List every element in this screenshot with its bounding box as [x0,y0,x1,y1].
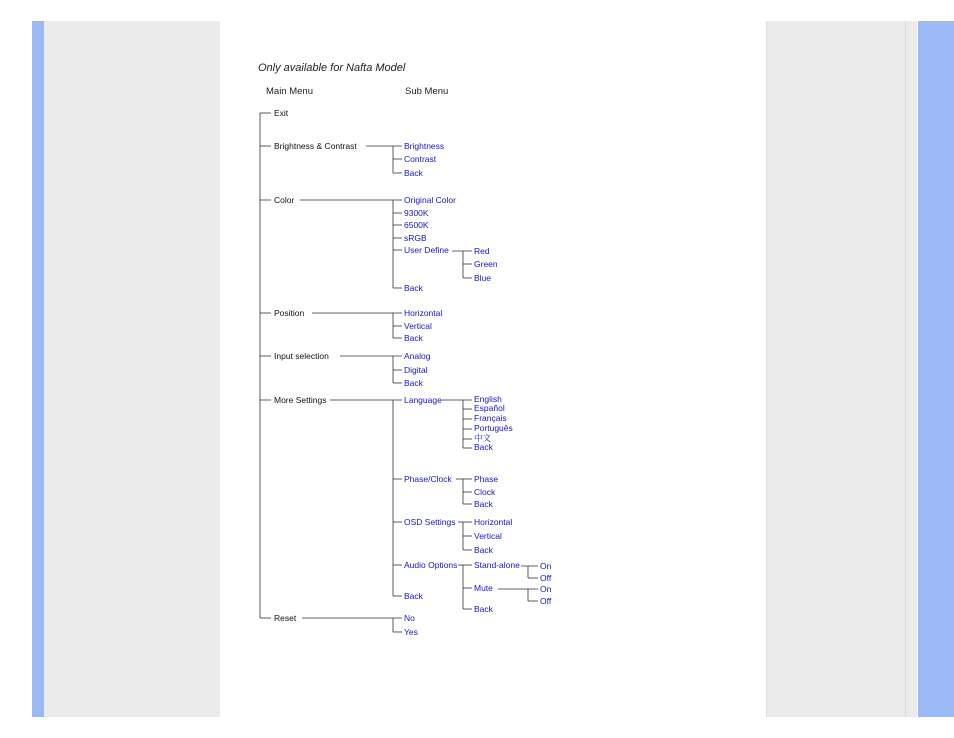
sub-item-user-define[interactable]: User Define [404,245,449,255]
sub-item-osd-horizontal[interactable]: Horizontal [474,517,513,527]
sub-item-srgb[interactable]: sRGB [404,233,427,243]
sub-item-original-color[interactable]: Original Color [404,195,456,205]
sub-item-mute[interactable]: Mute [474,583,493,593]
sub-item-phase[interactable]: Phase [474,474,499,484]
sub-item-phase-back[interactable]: Back [474,499,493,509]
availability-caption: Only available for Nafta Model [258,62,406,74]
lang-espanol[interactable]: Español [474,403,505,413]
main-item-exit[interactable]: Exit [274,108,289,118]
sub-item-color-back[interactable]: Back [404,283,423,293]
lang-francais[interactable]: Français [474,413,507,423]
main-item-more-settings[interactable]: More Settings [274,395,327,405]
sub-item-reset-no[interactable]: No [404,613,415,623]
sub-item-digital[interactable]: Digital [404,365,428,375]
sub-item-position-vertical[interactable]: Vertical [404,321,432,331]
sub-item-input-back[interactable]: Back [404,378,423,388]
sub-item-6500k[interactable]: 6500K [404,220,429,230]
sub-item-language[interactable]: Language [404,395,442,405]
sub-menu-header: Sub Menu [405,86,449,97]
sub-item-audio-back[interactable]: Back [474,604,493,614]
lang-portugues[interactable]: Português [474,423,513,433]
sub-item-more-settings-back[interactable]: Back [404,591,423,601]
sub-item-audio-options[interactable]: Audio Options [404,560,458,570]
sub-item-osd-back[interactable]: Back [474,545,493,555]
main-menu-header: Main Menu [266,86,313,97]
sub-item-analog[interactable]: Analog [404,351,431,361]
sub-item-phase-clock[interactable]: Phase/Clock [404,474,452,484]
sub-item-stand-alone[interactable]: Stand-alone [474,560,520,570]
sub-item-blue[interactable]: Blue [474,273,492,283]
stand-alone-off[interactable]: Off [540,573,552,583]
sub-item-osd-settings[interactable]: OSD Settings [404,517,456,527]
lang-chinese[interactable]: 中文 [474,433,492,443]
sub-item-green[interactable]: Green [474,259,498,269]
sub-item-clock[interactable]: Clock [474,487,496,497]
main-item-position[interactable]: Position [274,308,305,318]
sub-item-red[interactable]: Red [474,246,490,256]
sub-item-position-back[interactable]: Back [404,333,423,343]
sub-item-contrast[interactable]: Contrast [404,154,437,164]
lang-english[interactable]: English [474,394,502,404]
sub-item-brightness[interactable]: Brightness [404,141,445,151]
sub-item-9300k[interactable]: 9300K [404,208,429,218]
mute-off[interactable]: Off [540,596,552,606]
main-item-color[interactable]: Color [274,195,295,205]
mute-on[interactable]: On [540,584,552,594]
main-item-reset[interactable]: Reset [274,613,297,623]
sub-item-position-horizontal[interactable]: Horizontal [404,308,443,318]
sub-item-brightness-back[interactable]: Back [404,168,423,178]
lang-back[interactable]: Back [474,442,493,452]
main-item-brightness-contrast[interactable]: Brightness & Contrast [274,141,357,151]
main-item-input-selection[interactable]: Input selection [274,351,329,361]
sub-item-reset-yes[interactable]: Yes [404,627,418,637]
stand-alone-on[interactable]: On [540,561,552,571]
sub-item-osd-vertical[interactable]: Vertical [474,531,502,541]
